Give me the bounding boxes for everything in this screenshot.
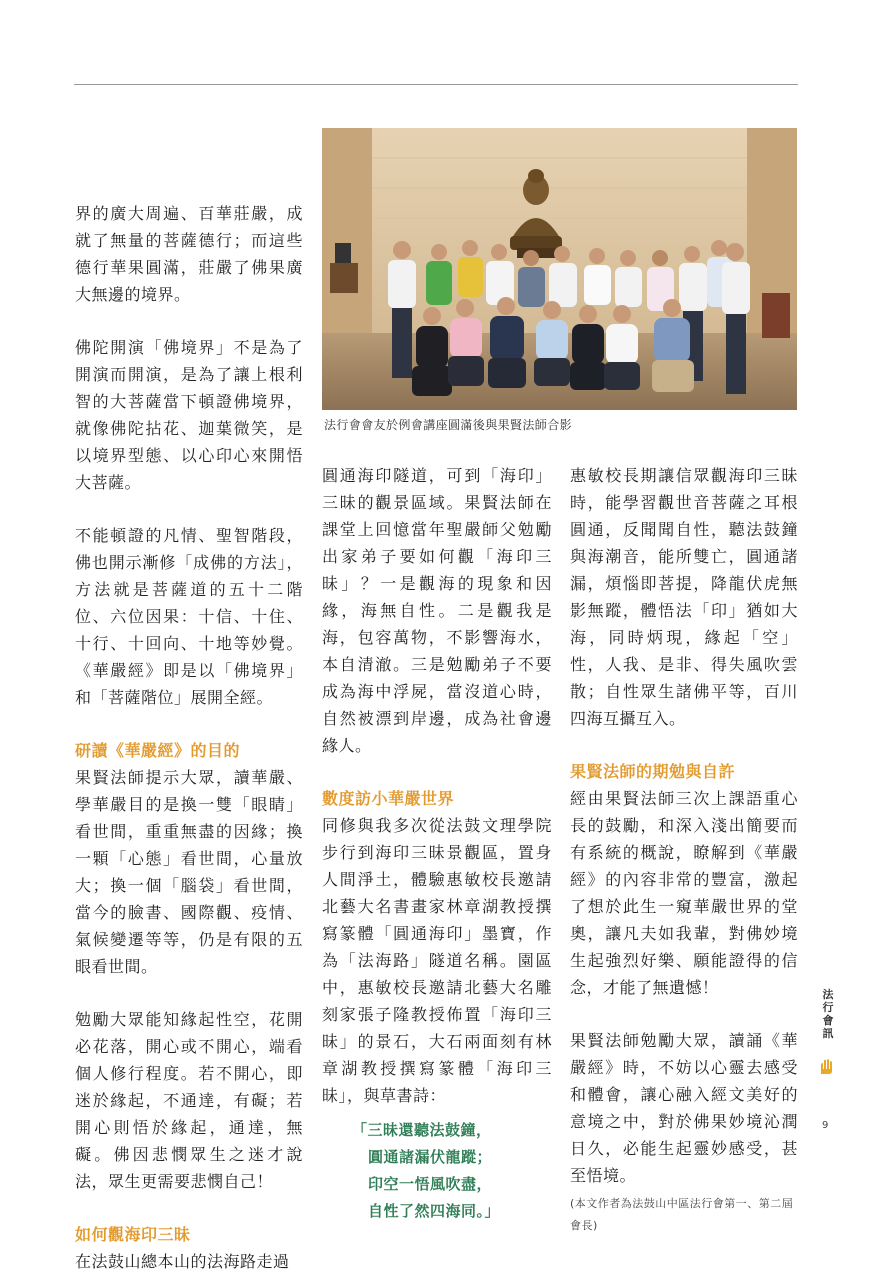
paragraph: 在法鼓山總本山的法海路走過 [75,1252,290,1271]
paragraph: 勉勵大眾能知緣起性空，花開必花落，開心或不開心，端看個人修行程度。若不開心，即迷於緣起，不通達，有礙；若開心則悟於緣起，通達，無礙。佛因悲憫眾生之迷才說法，眾生更需要悲憫自己！ [75,1010,303,1191]
paragraph: 界的廣大周遍、百華莊嚴，成就了無量的菩薩德行；而這些德行華果圓滿，莊嚴了佛果廣大無邊的境界。 [75,204,303,304]
poem-line: 圓通諸漏伏龍蹤； [368,1148,493,1166]
paragraph: 果賢法師勉勵大眾，讀誦《華嚴經》時，不妨以心靈去感受和體會，讓心融入經文美好的意境之中，對於佛果妙境沁潤日久，必能生起靈妙感受，甚至悟境。 [570,1031,798,1185]
paragraph: 同修與我多次從法鼓文理學院步行到海印三昧景觀區，置身人間淨土，體驗惠敏校長邀請北藝大名書畫家林章湖教授撰寫篆體「圓通海印」墨寶，作為「法海路」隧道名稱。園區中，惠敏校長邀請北藝大名雕刻家張子隆教授佈置「海印三昧」的景石，大石兩面刻有林章湖教授撰寫篆體「海印三昧」，與草書詩： [322,816,552,1105]
poem-line: 印空一悟風吹盡， [368,1175,493,1193]
side-brand-vertical: 法行會訊 [822,988,834,1040]
column-1 [75,200,303,1275]
paragraph: 果賢法師提示大眾，讀華嚴、學華嚴目的是換一雙「眼睛」看世間，重重無盡的因緣；換一顆「心態」看世間，心量放大；換一個「腦袋」看世間，當今的臉書、國際觀、疫情、氣候變遷等等，仍是有限的五眼看世間。 [75,768,303,976]
section-heading: 數度訪小華嚴世界 [322,789,455,808]
section-heading: 研讀《華嚴經》的目的 [75,741,241,760]
poem [352,1117,552,1225]
author-note: (本文作者為法鼓山中區法行會第一、第二屆會長) [570,1197,794,1232]
hands-icon [818,1058,836,1080]
column-3 [570,462,798,1237]
photo-caption: 法行會會友於例會講座圓滿後與果賢法師合影 [324,418,573,432]
paragraph: 不能頓證的凡情、聖智階段，佛也開示漸修「成佛的方法」，方法就是菩薩道的五十二階位、六位因果：十信、十住、十行、十回向、十地等妙覺。《華嚴經》即是以「佛境界」和「菩薩階位」展開全經。 [75,526,303,707]
poem-line: 「三昧還聽法鼓鐘， [352,1121,492,1139]
page-number: 9 [822,1120,829,1131]
section-heading: 如何觀海印三昧 [75,1225,191,1244]
poem-line: 自性了然四海同。」 [368,1202,501,1220]
paragraph: 惠敏校長期讓信眾觀海印三昧時，能學習觀世音菩薩之耳根圓通，反聞聞自性，聽法鼓鐘與海潮音，能所雙亡，圓通諸漏，煩惱即菩提，降龍伏虎無影無蹤，體悟法「印」猶如大海，同時炳現，緣起「空」性，人我、是非、得失風吹雲散；自性眾生諸佛平等，百川四海互攝互入。 [570,466,798,728]
column-2 [322,462,552,1225]
header-rule [74,84,798,85]
group-photo [322,128,797,410]
paragraph: 佛陀開演「佛境界」不是為了開演而開演，是為了讓上根利智的大菩薩當下頓證佛境界，就像佛陀拈花、迦葉微笑，是以境界型態、以心印心來開悟大菩薩。 [75,338,303,492]
section-heading: 果賢法師的期勉與自許 [570,762,736,781]
paragraph: 經由果賢法師三次上課語重心長的鼓勵，和深入淺出簡要而有系統的概說，瞭解到《華嚴經》的內容非常的豐富，激起了想於此生一窺華嚴世界的堂奧，讓凡夫如我輩，對佛妙境生起強烈好樂、願能證得的信念，才能了無遺憾！ [570,789,798,997]
paragraph: 圓通海印隧道，可到「海印」三昧的觀景區域。果賢法師在課堂上回憶當年聖嚴師父勉勵出家弟子要如何觀「海印三昧」？一是觀海的現象和因緣，海無自性。二是觀我是海，包容萬物，不影響海水，本自清澈。三是勉勵弟子不要成為海中浮屍，當沒道心時，自然被漂到岸邊，成為社會邊緣人。 [322,466,552,755]
